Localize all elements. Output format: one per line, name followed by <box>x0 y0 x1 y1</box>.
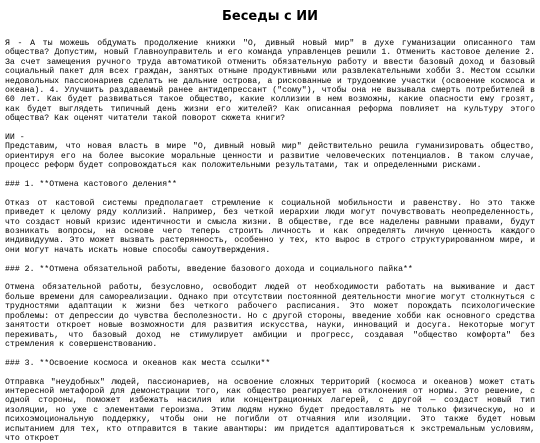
section-text-3: Отправка "неудобных" людей, пассионариев, на освоение сложных территорий (космоса и океанов) может стать интересной метафорой для демонстрации того, как общество реагирует на отклонения от нормы. Это решение, с одной стороны, поможет избежать насилия или концентрационных лагерей, с другой — создаст новый тип изоляции, но уже с элементами героизма. Этим людям нужно будет предоставлять не только физическую, но и психоэмоциональную поддержку, чтобы они не погибли от отчаяния или изоляции. Это также будет новым испытанием для тех, кто отправится в такие авантюры: им придется адаптироваться к экстремальным условиям, что откроет <box>5 377 535 443</box>
section-heading-2: ### 2. **Отмена обязательной работы, введение базового дохода и социального пайка** <box>5 264 413 274</box>
section-heading-1: ### 1. **Отмена кастового деления** <box>5 180 177 190</box>
ai-label: ИИ - <box>5 133 25 143</box>
page-title: Беседы с ИИ <box>221 9 319 24</box>
section-heading-3: ### 3. **Освоение космоса и океанов как места ссылки** <box>5 358 271 368</box>
user-prompt-paragraph: Я - А ты можешь обдумать продолжение книжки "О, дивный новый мир" в духе гуманизации описанного там общества? Допустим, новый Главноуправитель и его команда управленцев решили 1. Отменить кастовое деление 2. За счет замещения ручного труда автоматикой отменить обязательную работу и ввести базовый доход и базовый социальный пакет для всех граждан, занятых отныне продуктивными или развлекательными хобби 3. Местом ссылки недовольных пассионариев сделать не дальние острова, а рискованные и трудоемкие участки (освоение космоса и океана). 4. Улучшить раздаваемый ранее антидепрессант ("сому"), чтобы она не вызывала смерть потребителей в 60 лет. Как будет развиваться такое общество, какие коллизии в нем возможны, какие опасности ему грозят, как будет выглядеть типичный день жизни его жителей? Как описанная реформа повлияет на культуру этого общества? Как оценят читатели такой поворот сюжета книги? <box>5 39 535 124</box>
ai-intro-paragraph: Представим, что новая власть в мире "О, дивный новый мир" действительно решила гуманизировать общество, ориентируя его на более высокие моральные ценности и развитие человеческих потенциалов. В таком случае, процесс реформ будет сопровождаться как положительными результатами, так и определенными рисками. <box>5 142 535 171</box>
section-text-2: Отмена обязательной работы, безусловно, освободит людей от необходимости работать на выживание и даст больше времени для самореализации. Однако при отсутствии постоянной деятельности многие могут столкнуться с трудностями адаптации к жизни без четкого рабочего расписания. Это может порождать психологические проблемы: от депрессии до чувства бесполезности. Но с другой стороны, введение хобби как основного средства занятости откроет новые возможности для развития искусства, науки, инноваций и досуга. Некоторые могут переживать, что базовый доход не стимулирует амбиции и прогресс, создавая "общество комфорта" без стремления к совершенствованию. <box>5 283 535 349</box>
conversation-body <box>0 35 540 443</box>
section-text-1: Отказ от кастовой системы предполагает стремление к социальной мобильности и равенству. Но это также приведет к целому ряду коллизий. Например, без четкой иерархии люди могут почувствовать неопределенность, что создаст новый кризис идентичности и смысла жизни. В обществе, где все наделены равными правами, будут возникать вопросы, на основе чего теперь строить личность и как определять личную ценность каждого индивидуума. Это может вызвать растерянность, особенно у тех, кто вырос в строго структурированном мире, и они могут начать искать новые способы самоутверждения. <box>5 198 535 255</box>
